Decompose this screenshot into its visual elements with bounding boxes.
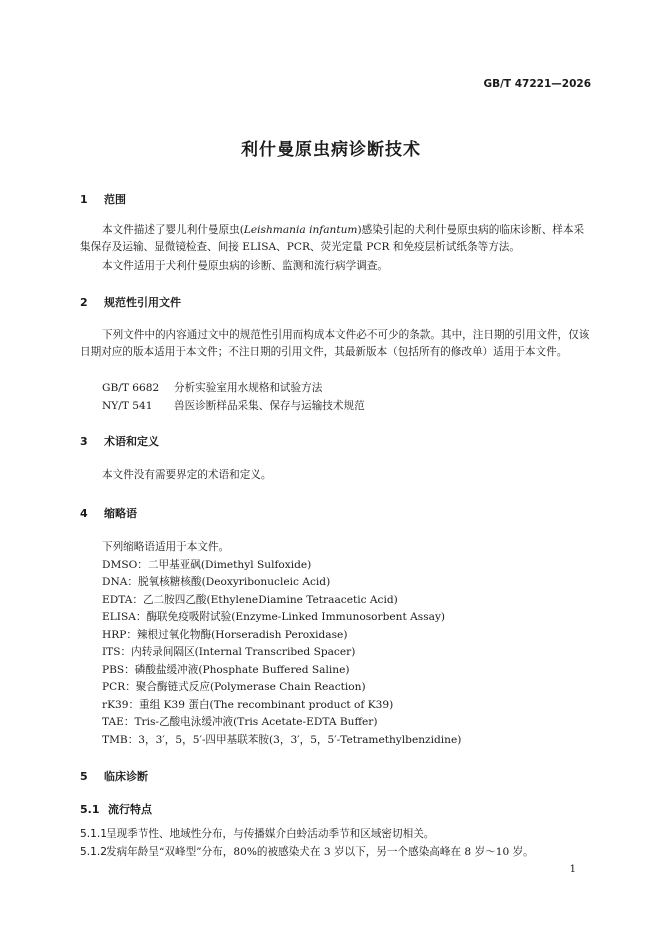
abbreviation-item: TMB：3，3′，5，5′-四甲基联苯胺(3，3′，5，5′-Tetramethylbenzidine)	[102, 734, 462, 746]
abbreviation-item: ELISA：酶联免疫吸附试验(Enzyme-Linked Immunosorbent Assay)	[102, 611, 446, 623]
page-number: 1	[569, 864, 576, 875]
section-1-paragraph	[80, 222, 594, 257]
abbreviation-item: ITS：内转录间隔区(Internal Transcribed Spacer)	[102, 646, 356, 658]
abbreviation-item: DNA：脱氧核糖核酸(Deoxyribonucleic Acid)	[102, 576, 331, 588]
abbreviations-intro: 下列缩略语适用于本文件。	[102, 541, 230, 553]
clause-item	[80, 844, 534, 859]
subsection-title: 流行特点	[108, 803, 152, 816]
subsection-number: 5.1	[80, 803, 100, 816]
abbreviation-item: PCR：聚合酶链式反应(Polymerase Chain Reaction)	[102, 681, 366, 693]
abbreviation-item: EDTA：乙二胺四乙酸(EthyleneDiamine Tetraacetic Acid)	[102, 594, 398, 606]
section-number: 2	[80, 296, 88, 309]
section-number: 5	[80, 770, 88, 783]
section-4-heading	[80, 505, 137, 521]
text-run: 本文件描述了婴儿利什曼原虫(	[102, 224, 244, 236]
section-title: 规范性引用文件	[104, 296, 181, 309]
normative-reference	[102, 380, 322, 395]
clause-number: 5.1.2	[80, 846, 107, 858]
section-1-heading	[80, 191, 126, 207]
reference-code: GB/T 6682	[102, 382, 160, 394]
section-number: 4	[80, 507, 88, 520]
abbreviation-item: HRP：辣根过氧化物酶(Horseradish Peroxidase)	[102, 629, 348, 641]
reference-code: NY/T 541	[102, 400, 153, 412]
species-name: Leishmania infantum	[243, 224, 358, 236]
abbreviation-item: rK39：重组 K39 蛋白(The recombinant product of K39)	[102, 699, 394, 711]
section-number: 3	[80, 435, 88, 448]
abbreviation-item: TAE：Tris-乙酸电泳缓冲液(Tris Acetate-EDTA Buffer)	[102, 716, 378, 728]
abbreviation-item: DMSO：二甲基亚砜(Dimethyl Sulfoxide)	[102, 559, 312, 571]
section-title: 缩略语	[104, 507, 137, 520]
standard-number: GB/T 47221—2026	[483, 78, 591, 90]
abbreviation-item: PBS：磷酸盐缓冲液(Phosphate Buffered Saline)	[102, 664, 350, 676]
clause-text: 发病年龄呈“双峰型”分布，80%的被感染犬在 3 岁以下，另一个感染高峰在 8 岁～10 岁。	[106, 846, 534, 858]
document-title: 利什曼原虫病诊断技术	[241, 140, 421, 160]
section-3-paragraph: 本文件没有需要界定的术语和定义。	[102, 469, 272, 481]
subsection-5-1-heading	[80, 801, 152, 817]
section-title: 范围	[104, 193, 126, 206]
section-title: 术语和定义	[104, 435, 159, 448]
clause-number: 5.1.1	[80, 828, 107, 840]
section-1-scope-paragraph: 本文件适用于犬利什曼原虫病的诊断、监测和流行病学调查。	[102, 260, 389, 272]
section-number: 1	[80, 193, 88, 206]
reference-title: 分析实验室用水规格和试验方法	[174, 382, 323, 394]
section-3-heading	[80, 433, 159, 449]
clause-item	[80, 826, 434, 841]
normative-reference	[102, 398, 365, 413]
section-2-heading	[80, 294, 181, 310]
section-title: 临床诊断	[104, 770, 148, 783]
section-2-paragraph: 下列文件中的内容通过文中的规范性引用而构成本文件必不可少的条款。其中，注日期的引用文件，仅该日期对应的版本适用于本文件；不注日期的引用文件，其最新版本（包括所有的修改单）适用于本文件。	[80, 329, 590, 359]
section-5-heading	[80, 768, 148, 784]
clause-text: 呈现季节性、地域性分布，与传播媒介白蛉活动季节和区域密切相关。	[106, 828, 435, 840]
reference-title: 兽医诊断样品采集、保存与运输技术规范	[174, 400, 365, 412]
text-run: )感染引起的犬利什曼原虫病的临床诊断、样本采集保存及运输、显微镜检查、间接 ELISA、PCR、荧光定量 PCR 和免疫层析试纸条等方法。	[80, 224, 585, 254]
